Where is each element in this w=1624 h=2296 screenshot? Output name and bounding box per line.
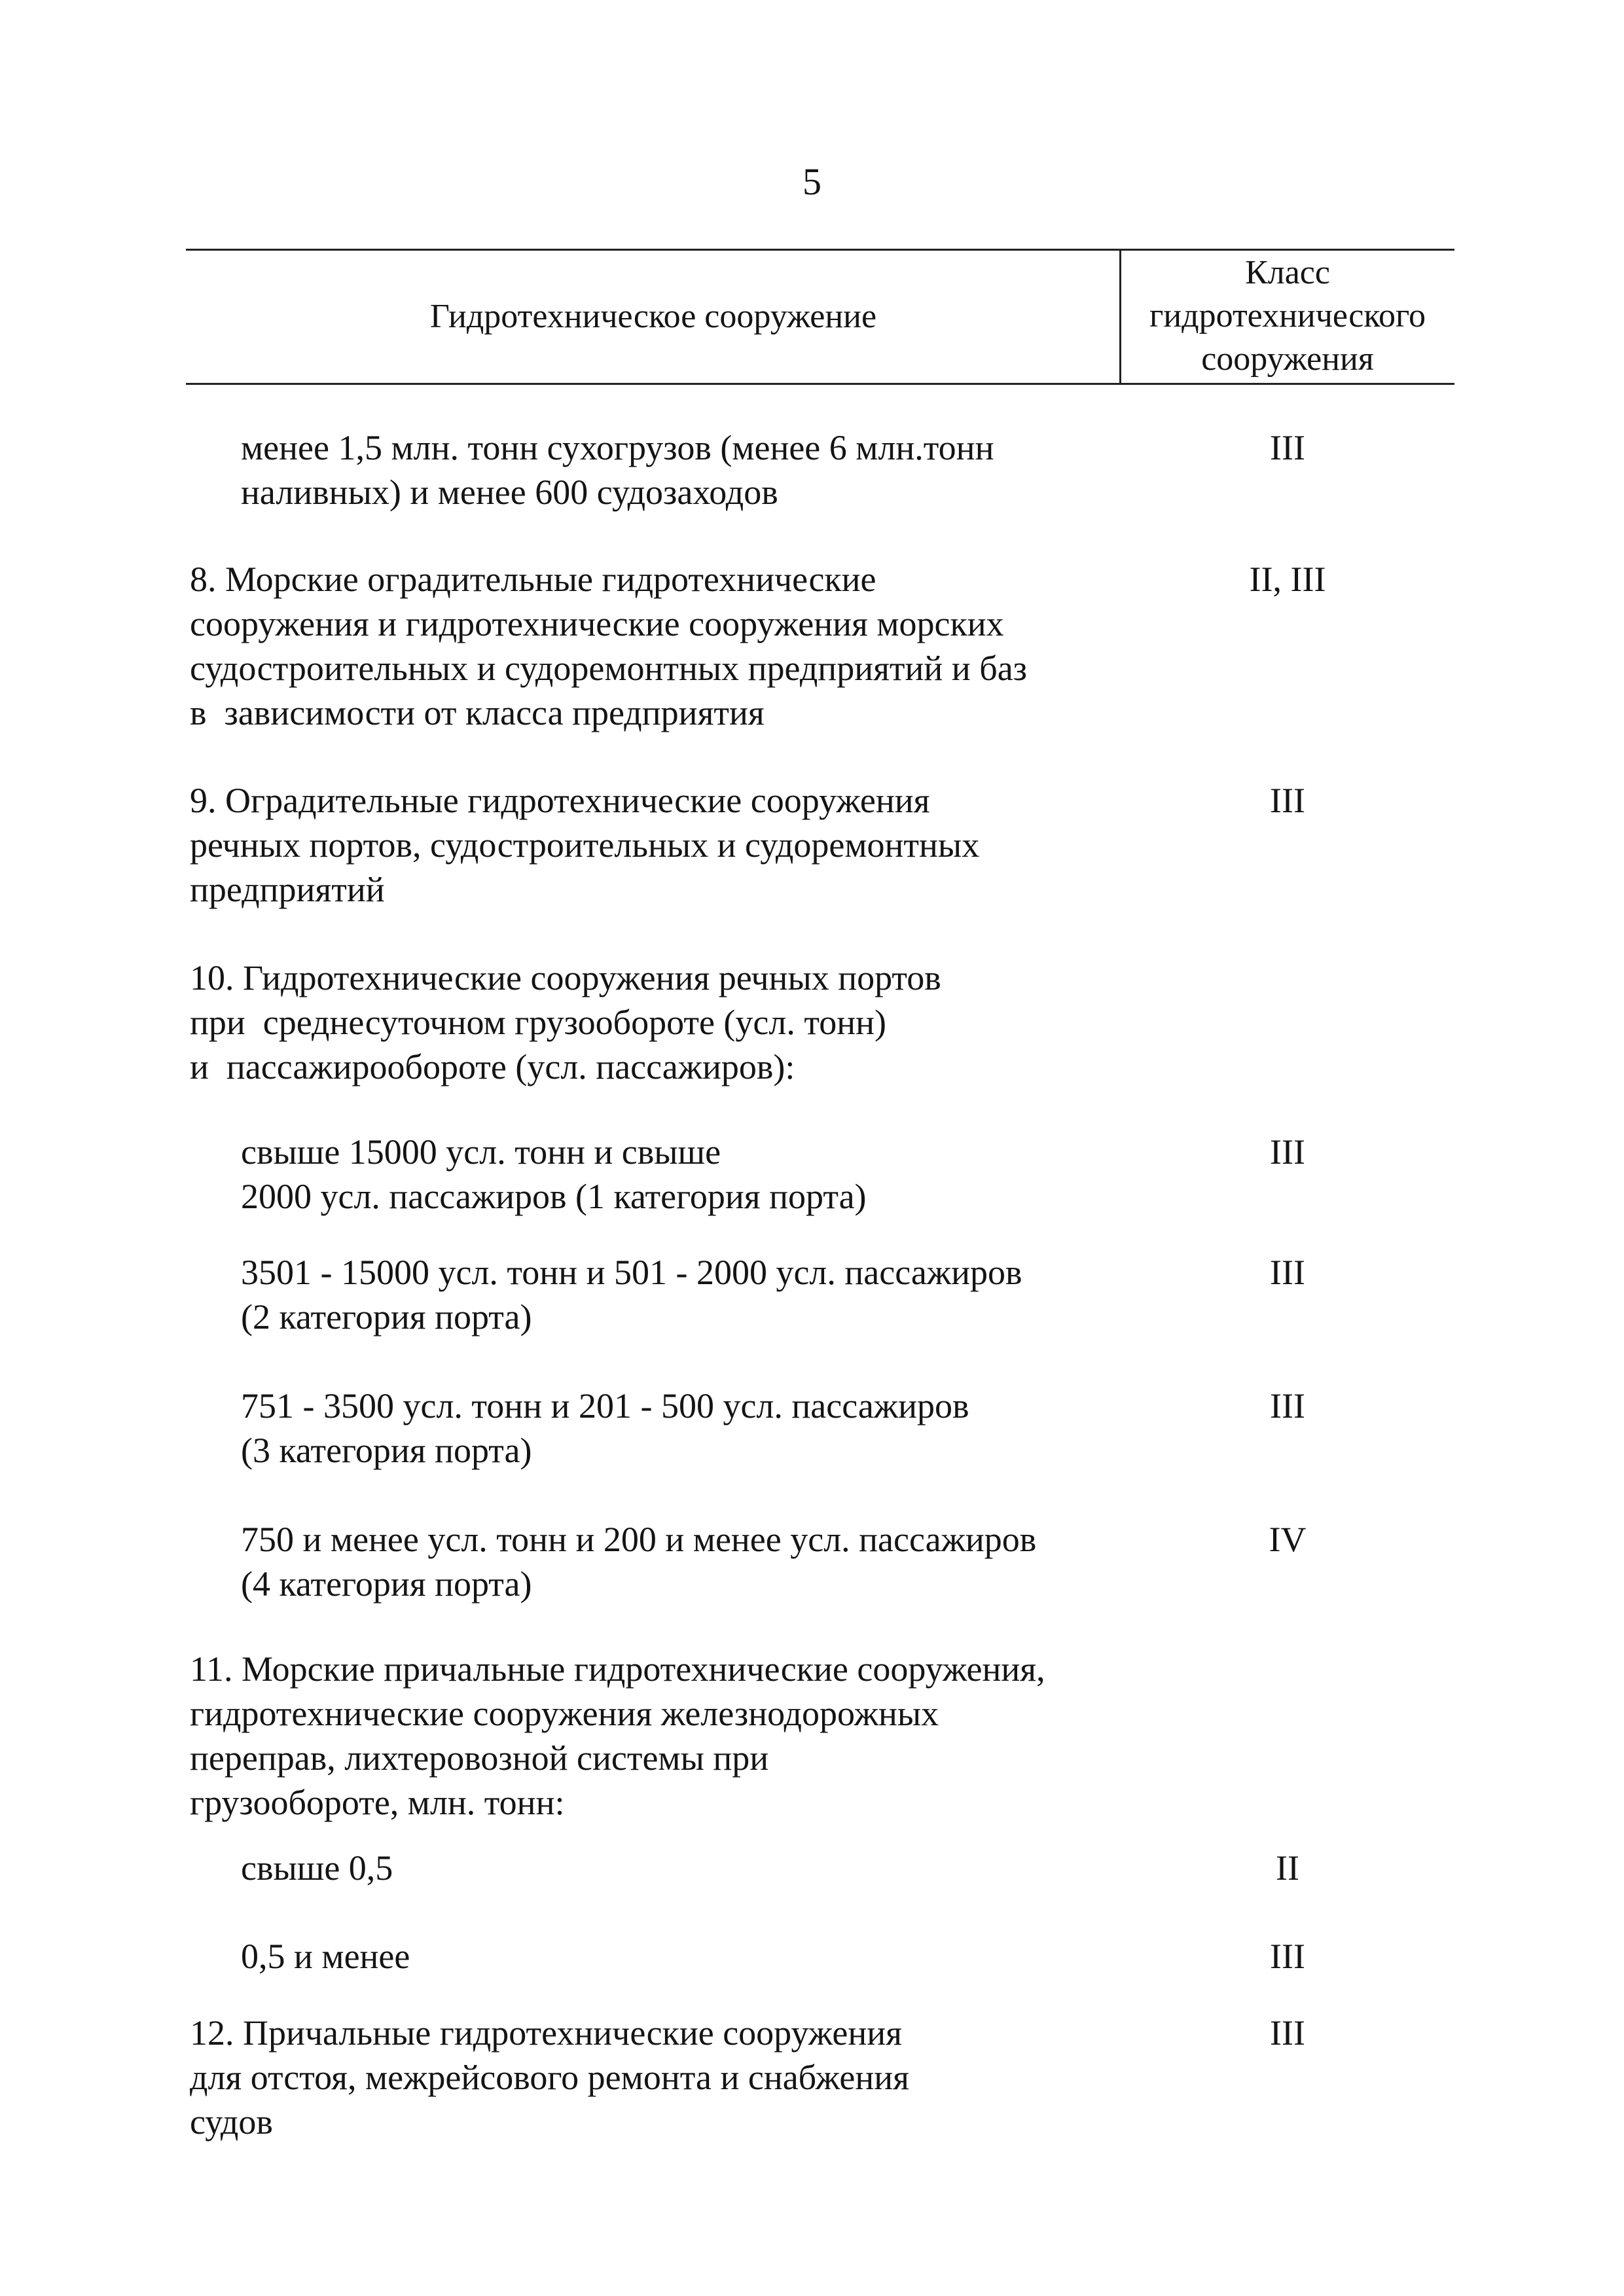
row-class-value: II, III (1249, 560, 1326, 599)
row-class-value: III (1270, 1386, 1305, 1426)
row-text-line: речных портов, судостроительных и судоремонтных (190, 825, 980, 865)
row-text-line: судов (190, 2102, 273, 2142)
row-text-line: грузообороте, млн. тонн: (190, 1783, 565, 1822)
row-text-line: 10. Гидротехнические сооружения речных портов (190, 958, 941, 997)
header-class-line: Класс (1245, 254, 1330, 291)
row-text-line: и пассажирообороте (усл. пассажиров): (190, 1047, 795, 1086)
row-class-value: III (1270, 2013, 1305, 2053)
row-class-value: IV (1269, 1520, 1307, 1559)
table-top-rule (186, 249, 1454, 251)
row-text-line: (3 категория порта) (241, 1431, 532, 1470)
row-class-value: III (1270, 1937, 1305, 1976)
row-text-line: (2 категория порта) (241, 1297, 532, 1336)
row-text-line: переправ, лихтеровозной системы при (190, 1738, 769, 1778)
row-text-line: (4 категория порта) (241, 1564, 532, 1604)
row-text-line: при среднесуточном грузообороте (усл. тонн) (190, 1003, 886, 1042)
header-structure-column: Гидротехническое сооружение (429, 298, 877, 335)
row-text-line: 9. Оградительные гидротехнические сооружения (190, 781, 930, 820)
row-class-value: III (1270, 428, 1305, 467)
row-text-line: свыше 0,5 (241, 1848, 393, 1888)
row-text-line: судостроительных и судоремонтных предприятий и баз (190, 649, 1027, 688)
row-class-value: III (1270, 781, 1305, 820)
page-number: 5 (803, 160, 821, 203)
row-class-value: II (1276, 1848, 1299, 1888)
row-text-line: 3501 - 15000 усл. тонн и 501 - 2000 усл. пассажиров (241, 1253, 1022, 1292)
header-class-line: сооружения (1201, 340, 1374, 378)
header-class-line: гидротехнического (1149, 297, 1426, 334)
row-text-line: менее 1,5 млн. тонн сухогрузов (менее 6 млн.тонн (241, 428, 994, 467)
row-text-line: предприятий (190, 870, 385, 909)
row-text-line: 750 и менее усл. тонн и 200 и менее усл. пассажиров (241, 1520, 1037, 1559)
row-class-value: III (1270, 1253, 1305, 1292)
row-text-line: сооружения и гидротехнические сооружения морских (190, 604, 1004, 643)
row-text-line: 8. Морские оградительные гидротехнические (190, 560, 876, 599)
header-class-column (1121, 251, 1454, 381)
table-header-bottom-rule (186, 383, 1454, 385)
row-text-line: гидротехнические сооружения железнодорожных (190, 1694, 939, 1733)
row-text-line: 751 - 3500 усл. тонн и 201 - 500 усл. пассажиров (241, 1386, 969, 1426)
row-text-line: свыше 15000 усл. тонн и свыше (241, 1132, 721, 1172)
row-text-line: 2000 усл. пассажиров (1 категория порта) (241, 1177, 867, 1216)
row-text-line: для отстоя, межрейсового ремонта и снабжения (190, 2058, 910, 2097)
row-text-line: в зависимости от класса предприятия (190, 693, 765, 732)
row-text-line: наливных) и менее 600 судозаходов (241, 473, 778, 512)
row-class-value: III (1270, 1132, 1305, 1172)
row-text-line: 0,5 и менее (241, 1937, 410, 1976)
row-text-line: 12. Причальные гидротехнические сооружения (190, 2013, 902, 2053)
row-text-line: 11. Морские причальные гидротехнические сооружения, (190, 1649, 1045, 1689)
